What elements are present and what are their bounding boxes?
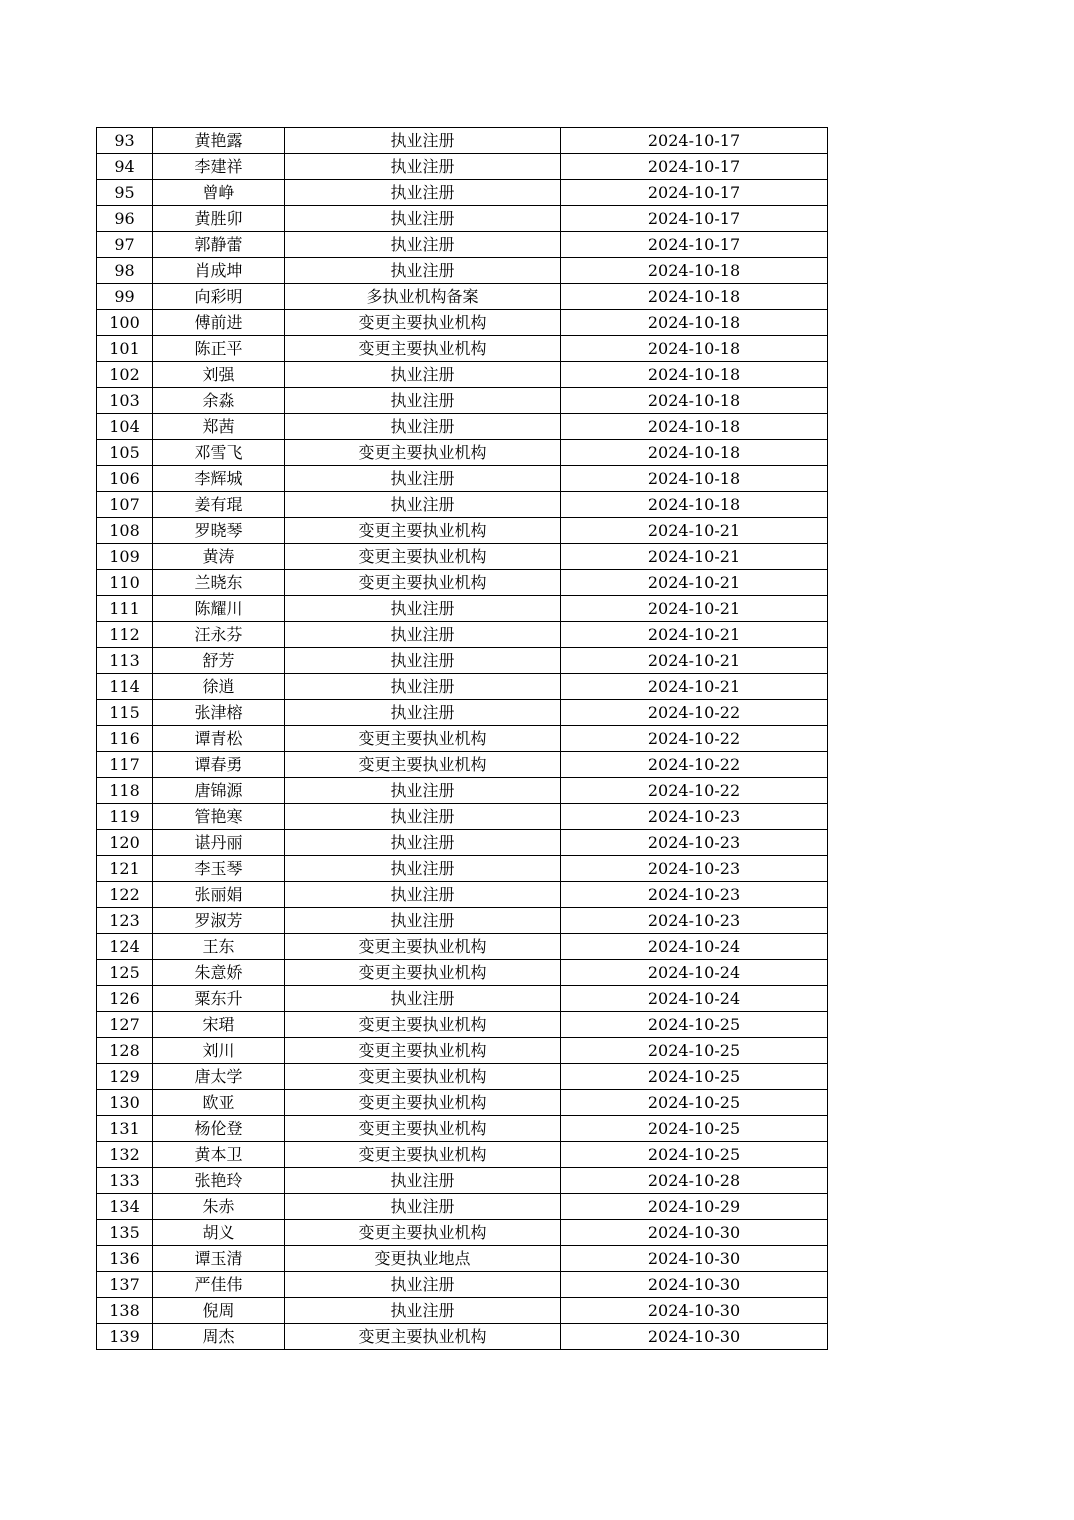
registration-type-cell: 执业注册	[285, 830, 561, 856]
registration-date-cell: 2024-10-30	[561, 1246, 828, 1272]
row-number-cell: 136	[97, 1246, 153, 1272]
registration-type-cell: 变更主要执业机构	[285, 518, 561, 544]
row-number-cell: 109	[97, 544, 153, 570]
row-number-cell: 118	[97, 778, 153, 804]
table-row	[97, 1194, 828, 1220]
registration-date-cell: 2024-10-25	[561, 1090, 828, 1116]
registration-date-cell: 2024-10-18	[561, 492, 828, 518]
table-row	[97, 778, 828, 804]
person-name-cell: 陈正平	[153, 336, 285, 362]
registration-type-cell: 执业注册	[285, 674, 561, 700]
registration-date-cell: 2024-10-23	[561, 830, 828, 856]
table-row	[97, 596, 828, 622]
table-row	[97, 882, 828, 908]
row-number-cell: 117	[97, 752, 153, 778]
registration-date-cell: 2024-10-25	[561, 1038, 828, 1064]
registration-type-cell: 变更主要执业机构	[285, 440, 561, 466]
row-number-cell: 120	[97, 830, 153, 856]
registration-date-cell: 2024-10-21	[561, 674, 828, 700]
registration-date-cell: 2024-10-18	[561, 258, 828, 284]
registration-date-cell: 2024-10-25	[561, 1142, 828, 1168]
table-row	[97, 154, 828, 180]
registration-date-cell: 2024-10-17	[561, 180, 828, 206]
person-name-cell: 谌丹丽	[153, 830, 285, 856]
registration-type-cell: 变更主要执业机构	[285, 1116, 561, 1142]
table-row	[97, 700, 828, 726]
row-number-cell: 129	[97, 1064, 153, 1090]
row-number-cell: 106	[97, 466, 153, 492]
registration-date-cell: 2024-10-30	[561, 1298, 828, 1324]
registration-date-cell: 2024-10-18	[561, 388, 828, 414]
registration-type-cell: 执业注册	[285, 414, 561, 440]
person-name-cell: 谭青松	[153, 726, 285, 752]
registration-type-cell: 变更主要执业机构	[285, 1220, 561, 1246]
row-number-cell: 97	[97, 232, 153, 258]
registration-date-cell: 2024-10-18	[561, 466, 828, 492]
registration-type-cell: 执业注册	[285, 700, 561, 726]
table-row	[97, 518, 828, 544]
registration-date-cell: 2024-10-17	[561, 154, 828, 180]
person-name-cell: 陈耀川	[153, 596, 285, 622]
registration-date-cell: 2024-10-25	[561, 1116, 828, 1142]
person-name-cell: 张丽娟	[153, 882, 285, 908]
registration-type-cell: 执业注册	[285, 778, 561, 804]
person-name-cell: 黄艳露	[153, 128, 285, 154]
person-name-cell: 刘强	[153, 362, 285, 388]
registration-date-cell: 2024-10-22	[561, 700, 828, 726]
registration-date-cell: 2024-10-18	[561, 284, 828, 310]
person-name-cell: 朱意娇	[153, 960, 285, 986]
registration-type-cell: 执业注册	[285, 180, 561, 206]
table-row	[97, 1012, 828, 1038]
registration-type-cell: 执业注册	[285, 596, 561, 622]
registration-type-cell: 执业注册	[285, 232, 561, 258]
table-row	[97, 1064, 828, 1090]
registration-date-cell: 2024-10-30	[561, 1324, 828, 1350]
table-row	[97, 180, 828, 206]
person-name-cell: 邓雪飞	[153, 440, 285, 466]
row-number-cell: 94	[97, 154, 153, 180]
row-number-cell: 119	[97, 804, 153, 830]
person-name-cell: 李辉城	[153, 466, 285, 492]
registration-date-cell: 2024-10-17	[561, 206, 828, 232]
table-row	[97, 544, 828, 570]
row-number-cell: 127	[97, 1012, 153, 1038]
table-row	[97, 310, 828, 336]
table-row	[97, 960, 828, 986]
row-number-cell: 130	[97, 1090, 153, 1116]
person-name-cell: 刘川	[153, 1038, 285, 1064]
registration-type-cell: 执业注册	[285, 1272, 561, 1298]
table-row	[97, 466, 828, 492]
registration-date-cell: 2024-10-23	[561, 882, 828, 908]
registration-date-cell: 2024-10-21	[561, 544, 828, 570]
registration-table-body	[97, 128, 828, 1350]
registration-type-cell: 多执业机构备案	[285, 284, 561, 310]
registration-date-cell: 2024-10-18	[561, 310, 828, 336]
person-name-cell: 谭春勇	[153, 752, 285, 778]
row-number-cell: 114	[97, 674, 153, 700]
person-name-cell: 曾峥	[153, 180, 285, 206]
registration-type-cell: 执业注册	[285, 1168, 561, 1194]
row-number-cell: 104	[97, 414, 153, 440]
registration-date-cell: 2024-10-18	[561, 414, 828, 440]
table-row	[97, 1272, 828, 1298]
table-row	[97, 1116, 828, 1142]
table-row	[97, 440, 828, 466]
table-row	[97, 232, 828, 258]
row-number-cell: 132	[97, 1142, 153, 1168]
row-number-cell: 101	[97, 336, 153, 362]
registration-date-cell: 2024-10-18	[561, 336, 828, 362]
row-number-cell: 111	[97, 596, 153, 622]
registration-date-cell: 2024-10-21	[561, 570, 828, 596]
registration-type-cell: 变更主要执业机构	[285, 544, 561, 570]
registration-type-cell: 变更主要执业机构	[285, 310, 561, 336]
registration-type-cell: 变更主要执业机构	[285, 960, 561, 986]
registration-type-cell: 变更主要执业机构	[285, 1064, 561, 1090]
registration-type-cell: 执业注册	[285, 388, 561, 414]
registration-type-cell: 执业注册	[285, 206, 561, 232]
row-number-cell: 133	[97, 1168, 153, 1194]
person-name-cell: 兰晓东	[153, 570, 285, 596]
registration-type-cell: 执业注册	[285, 882, 561, 908]
registration-type-cell: 执业注册	[285, 128, 561, 154]
person-name-cell: 肖成坤	[153, 258, 285, 284]
registration-type-cell: 执业注册	[285, 622, 561, 648]
row-number-cell: 96	[97, 206, 153, 232]
registration-date-cell: 2024-10-30	[561, 1272, 828, 1298]
registration-type-cell: 执业注册	[285, 154, 561, 180]
row-number-cell: 102	[97, 362, 153, 388]
person-name-cell: 胡义	[153, 1220, 285, 1246]
table-row	[97, 1298, 828, 1324]
person-name-cell: 王东	[153, 934, 285, 960]
person-name-cell: 谭玉清	[153, 1246, 285, 1272]
registration-type-cell: 变更主要执业机构	[285, 1038, 561, 1064]
registration-date-cell: 2024-10-22	[561, 726, 828, 752]
row-number-cell: 107	[97, 492, 153, 518]
registration-type-cell: 执业注册	[285, 466, 561, 492]
table-row	[97, 258, 828, 284]
registration-date-cell: 2024-10-24	[561, 986, 828, 1012]
person-name-cell: 张津榕	[153, 700, 285, 726]
table-row	[97, 1220, 828, 1246]
row-number-cell: 138	[97, 1298, 153, 1324]
row-number-cell: 131	[97, 1116, 153, 1142]
registration-type-cell: 执业注册	[285, 1194, 561, 1220]
person-name-cell: 粟东升	[153, 986, 285, 1012]
registration-type-cell: 变更主要执业机构	[285, 934, 561, 960]
registration-type-cell: 变更执业地点	[285, 1246, 561, 1272]
registration-type-cell: 执业注册	[285, 856, 561, 882]
registration-type-cell: 执业注册	[285, 908, 561, 934]
registration-type-cell: 执业注册	[285, 986, 561, 1012]
table-row	[97, 648, 828, 674]
person-name-cell: 姜有琨	[153, 492, 285, 518]
registration-type-cell: 执业注册	[285, 1298, 561, 1324]
registration-date-cell: 2024-10-25	[561, 1064, 828, 1090]
registration-type-cell: 变更主要执业机构	[285, 336, 561, 362]
row-number-cell: 110	[97, 570, 153, 596]
row-number-cell: 122	[97, 882, 153, 908]
registration-type-cell: 变更主要执业机构	[285, 752, 561, 778]
person-name-cell: 徐逍	[153, 674, 285, 700]
registration-date-cell: 2024-10-24	[561, 960, 828, 986]
table-row	[97, 570, 828, 596]
table-row	[97, 336, 828, 362]
table-row	[97, 856, 828, 882]
person-name-cell: 罗淑芳	[153, 908, 285, 934]
row-number-cell: 95	[97, 180, 153, 206]
person-name-cell: 余淼	[153, 388, 285, 414]
person-name-cell: 汪永芬	[153, 622, 285, 648]
table-row	[97, 206, 828, 232]
registration-type-cell: 变更主要执业机构	[285, 1324, 561, 1350]
table-row	[97, 934, 828, 960]
row-number-cell: 137	[97, 1272, 153, 1298]
table-row	[97, 284, 828, 310]
row-number-cell: 105	[97, 440, 153, 466]
row-number-cell: 125	[97, 960, 153, 986]
person-name-cell: 郭静蕾	[153, 232, 285, 258]
registration-type-cell: 变更主要执业机构	[285, 1142, 561, 1168]
person-name-cell: 李玉琴	[153, 856, 285, 882]
registration-date-cell: 2024-10-21	[561, 596, 828, 622]
person-name-cell: 郑茜	[153, 414, 285, 440]
person-name-cell: 周杰	[153, 1324, 285, 1350]
table-row	[97, 622, 828, 648]
registration-date-cell: 2024-10-18	[561, 362, 828, 388]
table-row	[97, 414, 828, 440]
row-number-cell: 98	[97, 258, 153, 284]
row-number-cell: 135	[97, 1220, 153, 1246]
table-row	[97, 1246, 828, 1272]
registration-date-cell: 2024-10-30	[561, 1220, 828, 1246]
person-name-cell: 黄胜卯	[153, 206, 285, 232]
row-number-cell: 108	[97, 518, 153, 544]
person-name-cell: 欧亚	[153, 1090, 285, 1116]
registration-type-cell: 执业注册	[285, 648, 561, 674]
row-number-cell: 123	[97, 908, 153, 934]
registration-type-cell: 变更主要执业机构	[285, 1090, 561, 1116]
table-row	[97, 492, 828, 518]
person-name-cell: 唐太学	[153, 1064, 285, 1090]
person-name-cell: 黄涛	[153, 544, 285, 570]
registration-table	[96, 127, 828, 1350]
person-name-cell: 舒芳	[153, 648, 285, 674]
row-number-cell: 139	[97, 1324, 153, 1350]
person-name-cell: 宋珺	[153, 1012, 285, 1038]
row-number-cell: 115	[97, 700, 153, 726]
row-number-cell: 99	[97, 284, 153, 310]
person-name-cell: 杨伦登	[153, 1116, 285, 1142]
table-row	[97, 1038, 828, 1064]
registration-date-cell: 2024-10-24	[561, 934, 828, 960]
row-number-cell: 93	[97, 128, 153, 154]
person-name-cell: 黄本卫	[153, 1142, 285, 1168]
row-number-cell: 124	[97, 934, 153, 960]
registration-date-cell: 2024-10-21	[561, 648, 828, 674]
person-name-cell: 张艳玲	[153, 1168, 285, 1194]
row-number-cell: 112	[97, 622, 153, 648]
row-number-cell: 103	[97, 388, 153, 414]
registration-date-cell: 2024-10-23	[561, 856, 828, 882]
registration-date-cell: 2024-10-23	[561, 908, 828, 934]
row-number-cell: 121	[97, 856, 153, 882]
registration-type-cell: 执业注册	[285, 362, 561, 388]
row-number-cell: 100	[97, 310, 153, 336]
table-row	[97, 830, 828, 856]
row-number-cell: 128	[97, 1038, 153, 1064]
row-number-cell: 126	[97, 986, 153, 1012]
registration-date-cell: 2024-10-22	[561, 752, 828, 778]
table-row	[97, 726, 828, 752]
table-row	[97, 1324, 828, 1350]
registration-date-cell: 2024-10-25	[561, 1012, 828, 1038]
registration-type-cell: 变更主要执业机构	[285, 726, 561, 752]
table-row	[97, 752, 828, 778]
table-row	[97, 674, 828, 700]
table-row	[97, 986, 828, 1012]
registration-type-cell: 执业注册	[285, 492, 561, 518]
registration-date-cell: 2024-10-22	[561, 778, 828, 804]
person-name-cell: 倪周	[153, 1298, 285, 1324]
table-row	[97, 1090, 828, 1116]
registration-date-cell: 2024-10-21	[561, 622, 828, 648]
row-number-cell: 116	[97, 726, 153, 752]
registration-date-cell: 2024-10-17	[561, 128, 828, 154]
registration-date-cell: 2024-10-21	[561, 518, 828, 544]
row-number-cell: 134	[97, 1194, 153, 1220]
registration-type-cell: 执业注册	[285, 804, 561, 830]
table-row	[97, 362, 828, 388]
row-number-cell: 113	[97, 648, 153, 674]
registration-date-cell: 2024-10-18	[561, 440, 828, 466]
person-name-cell: 向彩明	[153, 284, 285, 310]
table-row	[97, 1168, 828, 1194]
registration-type-cell: 执业注册	[285, 258, 561, 284]
registration-date-cell: 2024-10-29	[561, 1194, 828, 1220]
registration-date-cell: 2024-10-17	[561, 232, 828, 258]
person-name-cell: 唐锦源	[153, 778, 285, 804]
registration-date-cell: 2024-10-28	[561, 1168, 828, 1194]
person-name-cell: 李建祥	[153, 154, 285, 180]
person-name-cell: 严佳伟	[153, 1272, 285, 1298]
registration-type-cell: 变更主要执业机构	[285, 570, 561, 596]
person-name-cell: 管艳寒	[153, 804, 285, 830]
person-name-cell: 罗晓琴	[153, 518, 285, 544]
table-row	[97, 388, 828, 414]
table-row	[97, 908, 828, 934]
person-name-cell: 朱赤	[153, 1194, 285, 1220]
table-row	[97, 128, 828, 154]
registration-type-cell: 变更主要执业机构	[285, 1012, 561, 1038]
table-row	[97, 1142, 828, 1168]
table-row	[97, 804, 828, 830]
person-name-cell: 傅前进	[153, 310, 285, 336]
registration-date-cell: 2024-10-23	[561, 804, 828, 830]
